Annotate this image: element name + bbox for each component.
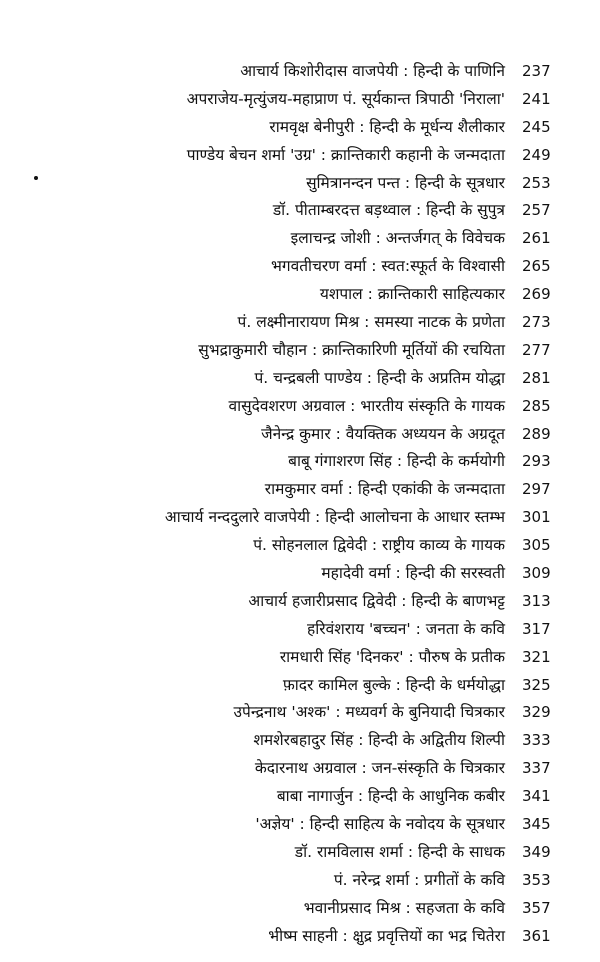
toc-entry-page-number: 289 bbox=[522, 424, 551, 443]
toc-entry-title: डॉ. पीताम्बरदत्त बड़थ्वाल : हिन्दी के सुपुत्र bbox=[272, 201, 505, 220]
toc-entry-title: भगवतीचरण वर्मा : स्वत:स्फूर्त के विश्वासी bbox=[270, 257, 505, 276]
toc-entry bbox=[0, 448, 600, 476]
toc-entry-page-number: 253 bbox=[522, 173, 551, 192]
toc-entry bbox=[0, 923, 600, 951]
toc-entry-page-number: 245 bbox=[522, 117, 551, 136]
toc-entry-page-number: 261 bbox=[522, 229, 551, 248]
toc-entry-page-number: 269 bbox=[522, 285, 551, 304]
toc-entry-page-number: 237 bbox=[522, 62, 551, 80]
toc-entry-page-number: 317 bbox=[522, 619, 551, 638]
toc-entry-page-number: 337 bbox=[522, 759, 551, 778]
toc-entry-title: पाण्डेय बेचन शर्मा 'उग्र' : क्रान्तिकारी कहानी के जन्मदाता bbox=[186, 145, 505, 164]
toc-entry-title: आचार्य हजारीप्रसाद द्विवेदी : हिन्दी के बाणभट्ट bbox=[248, 591, 505, 610]
toc-entry bbox=[0, 197, 600, 225]
toc-entry-page-number: 321 bbox=[522, 647, 551, 666]
toc-entry-title: रामवृक्ष बेनीपुरी : हिन्दी के मूर्धन्य शैलीकार bbox=[269, 117, 505, 136]
toc-entry-title: आचार्य नन्ददुलारे वाजपेयी : हिन्दी आलोचना के आधार स्तम्भ bbox=[164, 508, 505, 527]
table-of-contents bbox=[0, 58, 600, 951]
toc-entry-page-number: 293 bbox=[522, 452, 551, 471]
toc-entry-title: रामधारी सिंह 'दिनकर' : पौरुष के प्रतीक bbox=[279, 647, 505, 666]
toc-entry-page-number: 241 bbox=[522, 89, 551, 108]
toc-entry bbox=[0, 811, 600, 839]
toc-entry-title: पं. सोहनलाल द्विवेदी : राष्ट्रीय काव्य के गायक bbox=[253, 536, 505, 555]
toc-entry-page-number: 301 bbox=[522, 508, 551, 527]
toc-entry-page-number: 265 bbox=[522, 257, 551, 276]
toc-entry-page-number: 277 bbox=[522, 340, 551, 359]
toc-entry-page-number: 333 bbox=[522, 731, 551, 750]
toc-entry-page-number: 305 bbox=[522, 536, 551, 555]
toc-entry bbox=[0, 253, 600, 281]
toc-entry bbox=[0, 560, 600, 588]
toc-entry-title: महादेवी वर्मा : हिन्दी की सरस्वती bbox=[321, 564, 505, 583]
toc-entry bbox=[0, 86, 600, 114]
toc-entry bbox=[0, 281, 600, 309]
toc-entry bbox=[0, 393, 600, 421]
toc-entry-title: पं. नरेन्द्र शर्मा : प्रगीतों के कवि bbox=[333, 870, 505, 889]
toc-entry-title: यशपाल : क्रान्तिकारी साहित्यकार bbox=[319, 285, 505, 304]
toc-entry-title: उपेन्द्रनाथ 'अश्क' : मध्यवर्ग के बुनियादी चित्रकार bbox=[233, 703, 505, 722]
toc-entry bbox=[0, 867, 600, 895]
toc-entry bbox=[0, 755, 600, 783]
toc-entry-title: आचार्य किशोरीदास वाजपेयी : हिन्दी के पाणिनि bbox=[240, 62, 505, 80]
toc-entry-title: पं. चन्द्रबली पाण्डेय : हिन्दी के अप्रतिम योद्धा bbox=[254, 368, 505, 387]
toc-entry-title: भीष्म साहनी : क्षुद्र प्रवृत्तियों का भद्र चितेरा bbox=[268, 926, 505, 945]
toc-entry bbox=[0, 337, 600, 365]
toc-entry bbox=[0, 504, 600, 532]
toc-entry bbox=[0, 421, 600, 449]
toc-entry bbox=[0, 309, 600, 337]
toc-entry bbox=[0, 365, 600, 393]
toc-entry bbox=[0, 588, 600, 616]
toc-entry bbox=[0, 783, 600, 811]
toc-entry-page-number: 297 bbox=[522, 480, 551, 499]
toc-entry-page-number: 329 bbox=[522, 703, 551, 722]
toc-entry-title: डॉ. रामविलास शर्मा : हिन्दी के साधक bbox=[294, 842, 505, 861]
toc-entry-title: केदारनाथ अग्रवाल : जन-संस्कृति के चित्रकार bbox=[254, 759, 505, 778]
toc-entry bbox=[0, 699, 600, 727]
toc-entry-page-number: 361 bbox=[522, 926, 551, 945]
toc-entry-page-number: 325 bbox=[522, 675, 551, 694]
toc-entry-title: बाबू गंगाशरण सिंह : हिन्दी के कर्मयोगी bbox=[288, 452, 505, 471]
toc-entry bbox=[0, 672, 600, 700]
toc-entry-title: पं. लक्ष्मीनारायण मिश्र : समस्या नाटक के प्रणेता bbox=[237, 313, 505, 332]
toc-entry-title: बाबा नागार्जुन : हिन्दी के आधुनिक कबीर bbox=[276, 787, 505, 806]
toc-entry bbox=[0, 532, 600, 560]
toc-entry-title: हरिवंशराय 'बच्चन' : जनता के कवि bbox=[307, 619, 505, 638]
toc-entry-page-number: 357 bbox=[522, 898, 551, 917]
toc-entry bbox=[0, 170, 600, 198]
toc-entry-title: जैनेन्द्र कुमार : वैयक्तिक अध्ययन के अग्रदूत bbox=[261, 424, 505, 443]
toc-entry bbox=[0, 114, 600, 142]
toc-entry bbox=[0, 476, 600, 504]
toc-entry-page-number: 349 bbox=[522, 842, 551, 861]
toc-entry-title: भवानीप्रसाद मिश्र : सहजता के कवि bbox=[303, 898, 505, 917]
toc-entry-title: सुभद्राकुमारी चौहान : क्रान्तिकारिणी मूर्तियों की रचयिता bbox=[198, 340, 505, 359]
toc-entry-page-number: 309 bbox=[522, 564, 551, 583]
toc-entry-page-number: 257 bbox=[522, 201, 551, 220]
toc-entry bbox=[0, 616, 600, 644]
toc-entry bbox=[0, 839, 600, 867]
toc-entry bbox=[0, 895, 600, 923]
toc-entry-title: वासुदेवशरण अग्रवाल : भारतीय संस्कृति के गायक bbox=[228, 396, 505, 415]
toc-entry-title: सुमित्रानन्दन पन्त : हिन्दी के सूत्रधार bbox=[306, 173, 505, 192]
toc-entry-title: शमशेरबहादुर सिंह : हिन्दी के अद्वितीय शिल्पी bbox=[253, 731, 505, 750]
toc-entry-title: रामकुमार वर्मा : हिन्दी एकांकी के जन्मदाता bbox=[264, 480, 505, 499]
toc-entry bbox=[0, 58, 600, 86]
toc-entry-page-number: 249 bbox=[522, 145, 551, 164]
toc-entry-page-number: 313 bbox=[522, 591, 551, 610]
toc-entry bbox=[0, 142, 600, 170]
toc-entry-page-number: 285 bbox=[522, 396, 551, 415]
toc-entry bbox=[0, 644, 600, 672]
toc-entry-page-number: 353 bbox=[522, 870, 551, 889]
toc-entry-title: इलाचन्द्र जोशी : अन्तर्जगत् के विवेचक bbox=[290, 229, 505, 248]
toc-entry-title: फ़ादर कामिल बुल्के : हिन्दी के धर्मयोद्धा bbox=[282, 675, 505, 694]
toc-entry bbox=[0, 727, 600, 755]
toc-entry-title: 'अज्ञेय' : हिन्दी साहित्य के नवोदय के सूत्रधार bbox=[255, 815, 505, 834]
toc-entry-page-number: 273 bbox=[522, 313, 551, 332]
toc-entry-title: अपराजेय-मृत्युंजय-महाप्राण पं. सूर्यकान्त त्रिपाठी 'निराला' bbox=[186, 89, 505, 108]
toc-entry-page-number: 281 bbox=[522, 368, 551, 387]
toc-entry-page-number: 345 bbox=[522, 815, 551, 834]
toc-entry-page-number: 341 bbox=[522, 787, 551, 806]
toc-entry bbox=[0, 225, 600, 253]
